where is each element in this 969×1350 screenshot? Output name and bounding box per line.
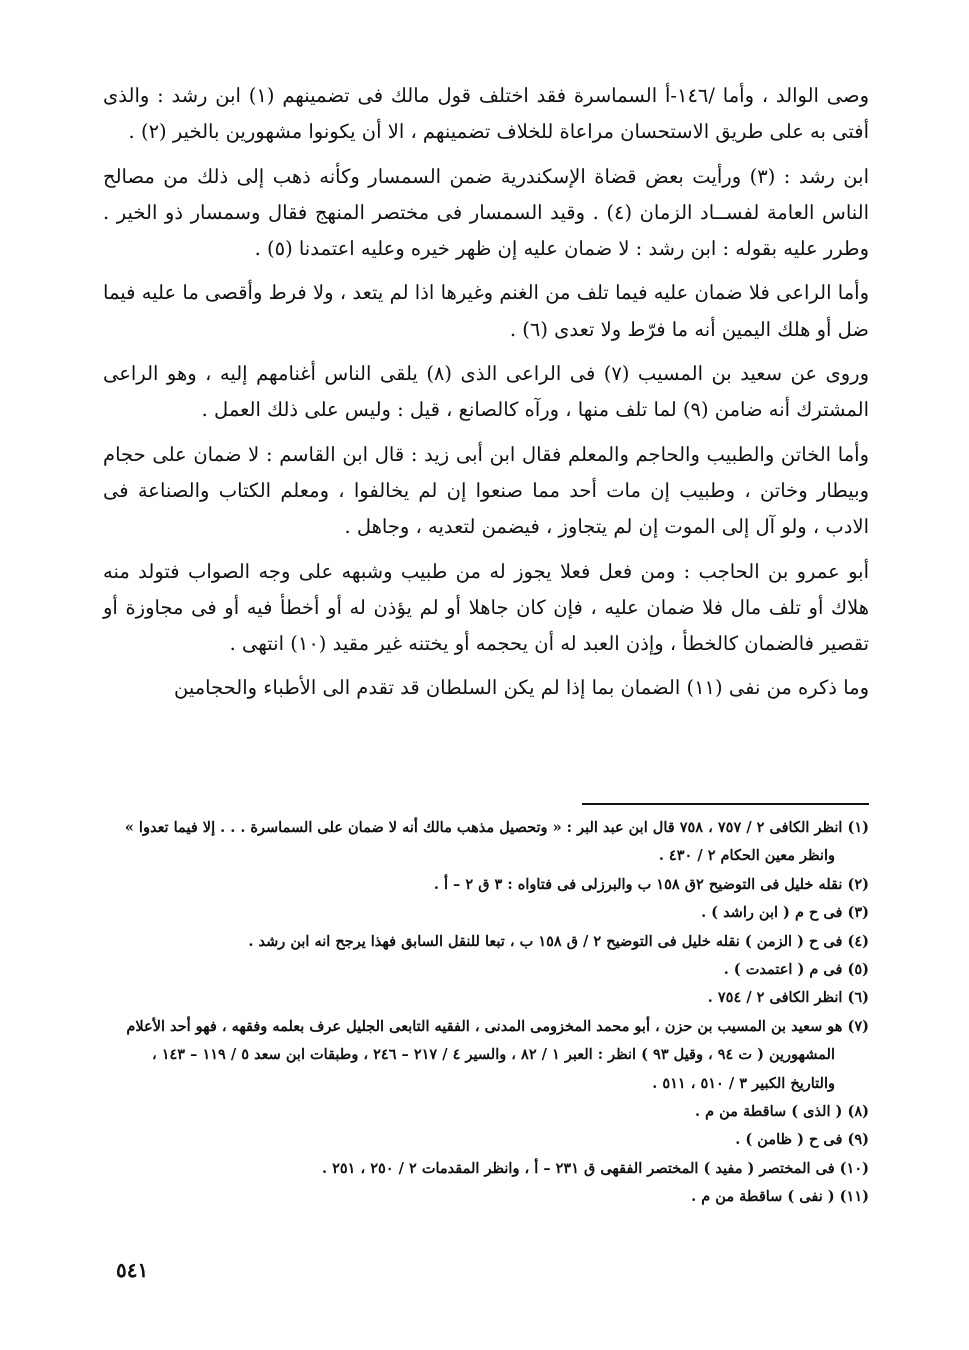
footnote: (٤) فى ح ( الزمن ) نقله خليل فى التوضيح ٢ / ق ١٥٨ ب ، تبعا للنقل السابق فهذا يرجح انه ابن رشد .: [248, 932, 869, 950]
main-text: [103, 78, 869, 715]
paragraph: وما ذكره من نفى (١١) الضمان بما إذا لم يكن السلطان قد تقدم الى الأطباء والحجامين: [173, 676, 869, 700]
footnote: (٣) فى ح م ( ابن راشد ) .: [701, 904, 869, 922]
footnote: (٨) ( الذى ) ساقطة من م .: [695, 1103, 869, 1121]
footnote: (٥) فى م ( اعتمدت ) .: [723, 961, 869, 979]
footnote-separator: [582, 803, 869, 805]
footnotes-list: [103, 814, 869, 1212]
footnote: (٧) هو سعيد بن المسيب بن حزن ، أبو محمد المخزومى المدنى ، الفقيه التابعى الجليل عرف بعلمه وفقهه ، فهو أحد الأعلام المشهورين ( ت ٩٤ ، وقيل ٩٣ ) انظر : العبر ١ / ٨٢ ، والسير ٤ / ٢١٧ – ٢٤٦ ، وطبقات ابن سعد ٥ / ١١٩ – ١٤٣ ، والتاريخ الكبير ٣ / ٥١٠ ، ٥١١ .: [126, 1017, 869, 1092]
paragraph: وصى الوالد ، وأما /١٤٦-أ السماسرة فقد اختلف قول مالك فى تضمينهم (١) ابن رشد : والذى أفتى به على طريق الاستحسان مراعاة للخلاف تضمينهم ، الا أن يكونوا مشهورين بالخير (٢) .: [103, 84, 870, 144]
footnote: (١٠) فى المختصر ( مفيد ) المختصر الفقهى ق ٢٣١ – أ ، وانظر المقدمات ٢ / ٢٥٠ ، ٢٥١ .: [321, 1159, 869, 1177]
footnote: (١١) ( نفى ) ساقطة من م .: [691, 1188, 869, 1206]
footnote: (٩) فى ح ( ظامن ) .: [735, 1131, 869, 1149]
footnote: (٦) انظر الكافى ٢ / ٧٥٤ .: [707, 989, 869, 1007]
paragraph: وأما الخاتن والطبيب والحاجم والمعلم فقال ابن أبى زيد : قال ابن القاسم : لا ضمان على حجام وبيطار وخاتن ، وطبيب إن مات أحد مما صنعوا إن لم يخالفوا ، ومعلم الكتاب والصناعة فى الادب ، ولو آل إلى الموت إن لم يتجاوز ، فيضمن لتعديه ، وجاهل .: [103, 442, 869, 539]
paragraph: ابن رشد : (٣) ورأيت بعض قضاة الإسكندرية ضمن السمسار وكأنه ذهب إلى ذلك من مصالح الناس العامة لفســاد الزمان (٤) . وقيد السمسار فى مختصر المنهج فقال وسمسار ذو الخير . وطرر عليه بقوله : ابن رشد : لا ضمان عليه إن ظهر خيره وعليه اعتمدنا (٥) .: [103, 164, 869, 261]
paragraph: أبو عمرو بن الحاجب : ومن فعل فعلا يجوز له من طبيب وشبهه على وجه الصواب فتولد منه هلاك أو تلف مال فلا ضمان عليه ، فإن كان جاهلا أو لم يؤذن له أو أخطأ فيه أو فى مجاوزة أو تقصير فالضمان كالخطأ ، وإذن العبد له أن يحجمه أو يختنه غير مقيد (١٠) انتهى .: [103, 559, 869, 656]
footnote: (٢) نقله خليل فى التوضيح ٢ق ١٥٨ ب والبرزلى فى فتاواه : ٣ ق ٢ – أ .: [433, 875, 869, 893]
page-number: ٥٤١: [116, 1258, 149, 1282]
footnote: (١) انظر الكافى ٢ / ٧٥٧ ، ٧٥٨ قال ابن عبد البر : « وتحصيل مذهب مالك أنه لا ضمان على السماسرة . . . إلا فيما تعدوا » وانظر معين الحكام ٢ / ٤٣٠ .: [124, 819, 869, 865]
paragraph: وأما الراعى فلا ضمان عليه فيما تلف من الغنم وغيرها اذا لم يتعد ، ولا فرط وأقصى ما عليه فيما ضل أو هلك اليمين أنه ما فرّط ولا تعدى (٦) .: [103, 281, 869, 341]
paragraph: وروى عن سعيد بن المسيب (٧) فى الراعى الذى (٨) يلقى الناس أغنامهم إليه ، وهو الراعى المشترك أنه ضامن (٩) لما تلف منها ، ورآه كالصانع ، قيل : وليس على ذلك العمل .: [103, 362, 869, 422]
